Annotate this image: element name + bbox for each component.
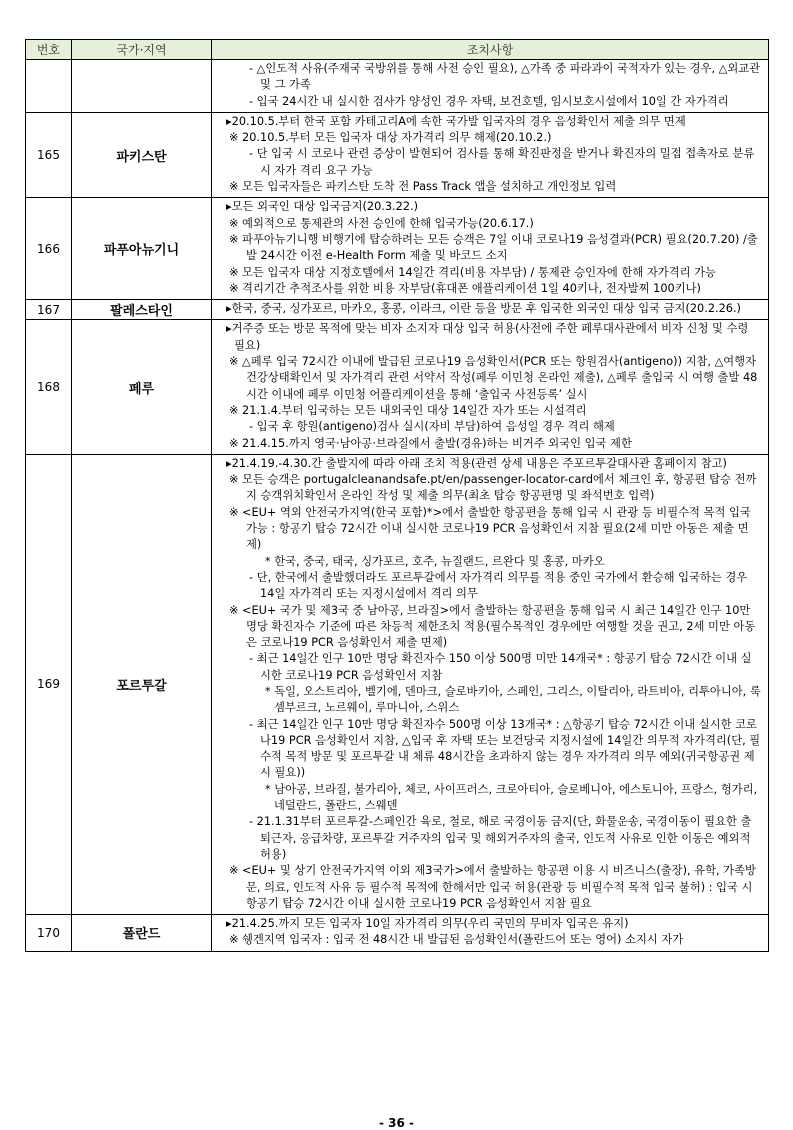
row-measures: [212, 112, 769, 197]
measure-line: ▸거주증 또는 방문 목적에 맞는 비자 소지자 대상 입국 허용(사전에 주한 페루대사관에서 비자 신청 및 수령 필요): [226, 322, 749, 352]
table-header-row: [26, 40, 769, 60]
row-measures: [212, 60, 769, 113]
measure-line: - 최근 14일간 인구 10만 명당 확진자수 500명 이상 13개국* : △항공기 탑승 72시간 이내 실시한 코로나19 PCR 음성확인서 지참, △입국 후 자택 또는 보건당국 지정시설에 14일간 의무적 자가격리(단, 필수적 목적 방문 및 포르투갈 내 체류 48시간을 초과하지 않는 경우 자가격리 의무 예외(귀국항공권 제시 필요)): [249, 717, 761, 780]
measures-table: [25, 39, 769, 952]
row-nation: 페루: [72, 320, 212, 454]
measure-line: - 단 입국 시 코로나 관련 증상이 발현되어 검사를 통해 확진판정을 받거나 확진자의 밀접 접촉자로 분류 시 자가 격리 요구 가능: [249, 147, 755, 177]
row-measures: [212, 915, 769, 952]
measure-line: - 입국 24시간 내 실시한 검사가 양성인 경우 자택, 보건호텔, 임시보호시설에서 10일 간 자가격리: [249, 94, 729, 108]
row-number: 170: [26, 915, 72, 952]
row-nation: 폴란드: [72, 915, 212, 952]
measure-line: ※ 격리기간 추적조사를 위한 비용 자부담(휴대폰 애플리케이션 1일 40키나, 전자발찌 100키나): [229, 281, 701, 295]
row-nation: [72, 60, 212, 113]
row-nation: 포르투갈: [72, 454, 212, 914]
measure-line: ※ 21.1.4.부터 입국하는 모든 내외국인 대상 14일간 자가 또는 시설격리: [229, 403, 587, 417]
measure-line: - 최근 14일간 인구 10만 명당 확진자수 150 이상 500명 미만 14개국* : 항공기 탑승 72시간 이내 실시한 코로나19 PCR 음성확인서 지참: [249, 652, 752, 682]
row-number: 165: [26, 112, 72, 197]
measure-line: ※ <EU+ 역외 안전국가지역(한국 포함)*>에서 출발한 항공편을 통해 입국 시 관광 등 비필수적 목적 입국 가능 : 항공기 탑승 72시간 이내 실시한 코로나19 PCR 음성확인서 지참 필요(2세 미만 아동은 제출 면제): [229, 505, 751, 552]
measure-line: ※ 파푸아뉴기니행 비행기에 탑승하려는 모든 승객은 7일 이내 코로나19 음성결과(PCR) 필요(20.7.20) /출발 24시간 이전 e-Health Form 제출 및 바코드 소지: [229, 232, 758, 263]
table-row: [26, 300, 769, 320]
table-row: [26, 60, 769, 113]
measure-line: ▸21.4.25.까지 모든 입국자 10일 자가격리 의무(우리 국민의 무비자 입국은 유지): [226, 917, 629, 931]
row-measures: [212, 198, 769, 300]
measure-line: ▸20.10.5.부터 한국 포함 카테고리A에 속한 국가발 입국자의 경우 음성확인서 제출 의무 면제: [226, 114, 686, 128]
measure-line: ※ 모든 입국자들은 파키스탄 도착 전 Pass Track 앱을 설치하고 개인정보 입력: [229, 180, 617, 194]
row-nation: 파키스탄: [72, 112, 212, 197]
measure-line: ※ 20.10.5.부터 모든 입국자 대상 자가격리 의무 해제(20.10.2.): [229, 131, 552, 145]
table-body: [26, 60, 769, 952]
row-nation: 파푸아뉴기니: [72, 198, 212, 300]
measure-line: ▸모든 외국인 대상 입국금지(20.3.22.): [226, 200, 419, 214]
measure-line: ※ 모든 입국자 대상 지정호텔에서 14일간 격리(비용 자부담) / 통제관 승인자에 한해 자가격리 가능: [229, 265, 716, 279]
table-row: [26, 112, 769, 197]
row-number: 168: [26, 320, 72, 454]
measure-line: * 한국, 중국, 태국, 싱가포르, 호주, 뉴질랜드, 르완다 및 홍콩, 마카오: [265, 554, 605, 568]
measure-line: ※ 21.4.15.까지 영국·남아공·브라질에서 출발(경유)하는 비거주 외국인 입국 제한: [229, 436, 632, 450]
row-measures: [212, 320, 769, 454]
row-measures: [212, 300, 769, 320]
header-number: 번호: [26, 40, 72, 60]
measure-line: - 입국 후 항원(antigeno)검사 실시(자비 부담)하여 음성일 경우 격리 해제: [249, 420, 615, 434]
header-nation: 국가·지역: [72, 40, 212, 60]
measure-line: ※ 예외적으로 통제관의 사전 승인에 한해 입국가능(20.6.17.): [229, 216, 534, 230]
header-measures: 조치사항: [212, 40, 769, 60]
row-measures: [212, 454, 769, 914]
measure-line: ▸21.4.19.-4.30.간 출발지에 따라 아래 조치 적용(관련 상세 내용은 주포르투갈대사관 홈페이지 참고): [226, 456, 727, 470]
table-row: [26, 454, 769, 914]
measure-line: ※ <EU+ 및 상기 안전국가지역 이외 제3국가>에서 출발하는 항공편 이용 시 비즈니스(출장), 유학, 가족방문, 의료, 인도적 사유 등 필수적 목적에 한해서만 입국 허용(관광 등 비필수적 목적 입국 불허) : 입국 시 항공기 탑승 72시간 이내 실시한 코로나19 PCR 음성확인서 지참 필요: [229, 864, 756, 910]
page-number: - 36 -: [378, 1116, 414, 1130]
table-row: [26, 198, 769, 300]
row-number: 167: [26, 300, 72, 320]
row-number: 166: [26, 198, 72, 300]
measure-line: - 단, 한국에서 출발했더라도 포르투갈에서 자가격리 의무를 적용 중인 국가에서 환승해 입국하는 경우 14일 자가격리 또는 지정시설에서 격리 의무: [249, 570, 748, 601]
table-row: [26, 320, 769, 454]
measure-line: * 독일, 오스트리아, 벨기에, 덴마크, 슬로바키아, 스페인, 그리스, 이탈리아, 라트비아, 리투아니아, 룩셈부르크, 노르웨이, 루마니아, 스위스: [265, 684, 761, 715]
measure-line: * 남아공, 브라질, 불가리아, 체코, 사이프러스, 크로아티아, 슬로베니아, 에스토니아, 프랑스, 헝가리, 네덜란드, 폴란드, 스웨덴: [265, 782, 758, 813]
measure-line: ※ 모든 승객은 portugalcleanandsafe.pt/en/passenger-locator-card에서 체크인 후, 항공편 탑승 전까지 승객위치확인서 온라인 작성 및 제출 의무(최초 탑승 항공편명 및 좌석번호 입력): [229, 473, 757, 503]
measure-line: ※ △페루 입국 72시간 이내에 발급된 코로나19 음성확인서(PCR 또는 항원검사(antigeno)) 지참, △여행자 건강상태확인서 및 자가격리 관련 서약서 작성(페루 이민청 온라인 제출), △페루 출입국 시 여행 출발 48시간 이내에 페루 이민청 어플리케이션을 통해 ‘출입국 사전등록’ 실시: [229, 355, 758, 401]
row-nation: 팔레스타인: [72, 300, 212, 320]
measure-line: ※ <EU+ 국가 및 제3국 중 남아공, 브라질>에서 출발하는 항공편을 통해 입국 시 최근 14일간 인구 10만 명당 확진자수 기준에 따른 차등적 제한조치 적용(필수목적인 경우에만 여행할 것을 권고, 2세 미만 아동은 코로나19 PCR 음성확인서 제출 면제): [229, 603, 756, 650]
measure-line: - 21.1.31부터 포르투갈-스페인간 육로, 철로, 해로 국경이동 금지(단, 화물운송, 국경이동이 필요한 출퇴근자, 응급차량, 포르투갈 거주자의 입국 및 해외거주자의 출국, 인도적 사유로 인한 이동은 예외적 허용): [249, 815, 752, 861]
measure-line: ※ 쉥겐지역 입국자 : 입국 전 48시간 내 발급된 음성확인서(폴란드어 또는 영어) 소지시 자가: [229, 933, 684, 947]
row-number: 169: [26, 454, 72, 914]
table-row: [26, 915, 769, 952]
measure-line: - △인도적 사유(주재국 국방위를 통해 사전 승인 필요), △가족 중 파라과이 국적자가 있는 경우, △외교관 및 그 가족: [249, 62, 761, 92]
row-number: [26, 60, 72, 113]
measure-line: ▸한국, 중국, 싱가포르, 마카오, 홍콩, 이라크, 이란 등을 방문 후 입국한 외국인 대상 입국 금지(20.2.26.): [226, 302, 741, 316]
